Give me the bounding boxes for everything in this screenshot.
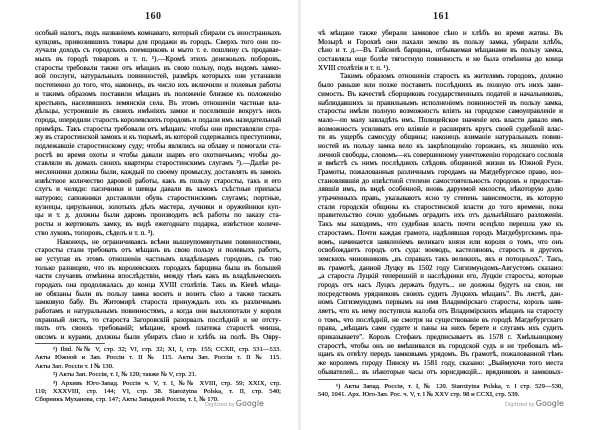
text-line: щанъ къ отвѣту передъ замковымъ урядомъ. Въ грамотѣ, пожалованной тѣмъ [318, 350, 563, 359]
text-line: месленники должны были, каждый по своему промыслу, доставлять въ замокъ [35, 168, 281, 176]
text-line: крестьянъ, населявшихъ земянскія села. Въ этомъ отношеніи частные вла- [35, 98, 281, 107]
footnotes [318, 383, 563, 400]
page-161 [300, 0, 600, 430]
footnote-line: 540, 1041. Арх. Юго-Зап. Рос. ч. V, т. I № XXV стр. 98 и CCXI, стр. 539. [318, 391, 520, 399]
text-line: XVIII столѣтія и т. п. ¹). [318, 63, 390, 72]
text-line: возможность усиливать его вліяніе и расширять кругъ своей судебной влас- [318, 124, 563, 133]
google-watermark: Digitized byGoogle [505, 399, 564, 408]
text-line: росты и жертвовать замку, въ видѣ ежегоднаго подарка, извѣстное количе- [35, 220, 281, 229]
text-line: номъ Сигизмундомъ первымъ на имя Владимірскаго старосты, король заяв- [318, 298, 563, 307]
text-line: „а староста Луцкій теперешній и наслѣдники его, Луцкіе старосты, которые [318, 272, 563, 281]
text-line: старосты имѣли полную возможность вліять на городское самоуправленіе и [318, 107, 563, 116]
page-body-text [35, 29, 281, 342]
text-line: части случаевъ отмѣнена впослѣдствіи, между тѣмъ какъ въ владѣльческихъ [35, 272, 281, 281]
text-line: же королемъ городу Пинску въ 1581 году, сказано: „Выймуючи того места [318, 359, 563, 368]
footnote-divider [35, 343, 105, 344]
text-line: жу въ старостинской замокъ и къ тюрьмѣ, въ которой содержались преступники, [35, 133, 281, 142]
text-line: становлявшія до извѣстной степени самостоятельность городовъ и предостав- [318, 176, 563, 185]
text-line: ти въ ущербъ самосуду общины; наконецъ взиманіе натуральныхъ повин- [318, 133, 563, 142]
text-line: освобождаетъ городъ отъ суда: воеводъ, кастеляновъ, старость и другихъ [318, 246, 563, 255]
footnote-line: Акты Зап. Россіи т. I № 130. [35, 362, 114, 370]
footnote-line: Акты Южной и Зап. Россіи т. II № 115. Акты Зап. Россіи т. II № 115. [35, 354, 281, 362]
text-line: постепенно до того, что, наконецъ, въ число ихъ включили и полевыя работы [35, 81, 281, 90]
text-line: овсомъ и курами, должны были убирать сѣно и хлѣбъ на полѣ. Въ Овру- [35, 333, 281, 342]
text-line: мыхъ въ городѣ товаровъ и т. п. ¹).—Кромѣ этихъ денежныхъ поборовъ, [35, 55, 281, 64]
text-line: города, опередили старость королевскихъ городовъ и подали имъ назидательный [35, 115, 281, 124]
text-line: извѣстное количество даровой работы, какъ въ пользу старосты, такъ и его [35, 176, 281, 185]
text-line: вой послуги, натуральныхъ повинностей, размѣръ которыхъ они устанавли [35, 72, 281, 81]
text-line: вомъ, начинается заявленіемъ великаго князя или короля о томъ, что онъ [318, 237, 563, 246]
text-line: и такимъ образомъ поставили мѣщанъ въ положеніе близкое къ положенію [35, 89, 281, 98]
text-line: составляла еще болѣе тягостную повинность и не была отмѣнена до конца [318, 55, 563, 64]
footnote-line: ²) Акты Зап. Россіи, т. I, № 120; также № V, стр. 21. [53, 371, 197, 379]
text-line: лучали доходъ съ городскихъ поемщиковъ и мыто т. е. пошлину съ продавае- [35, 46, 281, 55]
text-line: ностей въ пользу замка вело къ закрѣпощенію горожанъ, къ лишенію ихъ [318, 141, 563, 150]
text-line: стали городскія общины къ старостинской власти до того времени, пока [318, 202, 563, 211]
text-line: ляетъ, что къ нему поступила жалоба отъ Владимірскихъ мѣщанъ на старосту [318, 307, 563, 315]
text-line: старостѣ, чтобы онъ не вмѣшивался въ городской судъ и не требовалъ мѣ- [318, 341, 563, 350]
text-line: только разницею, что въ королевскихъ городахъ барщина была въ большей [35, 263, 281, 272]
text-line: городахъ она продолжалась до конца XVIII столѣтія. Такъ въ Кіевѣ мѣща- [35, 280, 281, 289]
page-body-text [318, 29, 563, 377]
footnote-line: ¹) Акты Запад. Россіи, т. I, № 120. Starożytna Polska, т. I стр. 529—530, [336, 383, 563, 390]
footnote-divider [318, 379, 388, 380]
text-line: и вмѣстѣ съ нимъ послѣднихъ слѣдовъ общинной жизни въ Южной Руси. [318, 159, 563, 168]
footnote-line: ³) Архивъ Юго-Запад. Россіи ч. V, т. I, №№ XVIII, стр. 59; XXIX, стр. [53, 379, 281, 387]
text-line: о томъ, что послѣдній, не смотря на существованіе въ городѣ Магдебургскаго [318, 315, 563, 324]
text-line: было раньше или позже поставить послѣднихъ въ полную отъ нихъ зави- [318, 81, 563, 90]
page-160 [0, 0, 299, 430]
text-line: приказываете". Король Стефанъ предписываетъ въ 1578 г. Хмѣльницкому [318, 333, 563, 342]
google-watermark: Digitized byGoogle [205, 399, 264, 408]
footnote-line: 110; XXXVIII, стр. 144; VI, стр. 38. Starożytna Polska, т. II, стр. 540; [35, 387, 281, 395]
text-line: посредствомъ урядниковъ своихъ судить Луцкихъ мѣщанъ". Въ листѣ, дан- [318, 289, 563, 298]
text-line: лявшія имъ, въ видѣ особенной, вновь даруемой милости, нѣкоторую долю [318, 185, 563, 194]
text-line: земскихъ чиновниковъ „въ справахъ такъ великихъ, якъ и потоцныхъ". Такъ, [318, 254, 563, 263]
footnotes [35, 346, 281, 405]
text-line: обывателей... въ нѣкоторые часы отъ юрисдикцій... врядниковъ и замковых- [318, 367, 563, 376]
text-line: правительство сочло удобнымъ оградить ихъ отъ дальнѣйшаго разложенія. [318, 211, 563, 220]
text-line: подлежавшіе старостинскому суду; чтобы являлись на облаву и помогали ста- [35, 141, 281, 150]
text-line: слугъ и челяди: пасичники и шевцы давали въ замокъ съѣстные припасы [35, 185, 281, 194]
text-line: ставляли въ домахъ своихъ квартиры старостинскимъ слугамъ ²).—Далѣе ре- [35, 159, 281, 168]
text-line: чѣ мѣщане также убирали замковое сѣно и хлѣбъ во время жатвы. Въ [318, 29, 563, 37]
text-line: ростѣ во время охоты и чтобы давали шарвъ его охотничьимъ; чтобы до- [35, 150, 281, 159]
text-line: не уступая въ этомъ отношеніи частнымъ владѣльцамъ городовъ, съ тою [35, 254, 281, 263]
text-line: Такъ мы находимъ, что судебная власть почти всецѣло перешла уже къ [318, 220, 563, 229]
text-line: ство луковъ, топоровъ, сѣделъ и т. п. ³). [35, 228, 155, 237]
text-line: дѣльцы, устроившіе въ своихъ имѣніяхъ замки и поселившіе вокругъ нихъ [35, 107, 281, 116]
text-line: старосты требовали также отъ мѣщанъ въ свою пользу, подъ видомъ замко- [35, 63, 281, 72]
page-number: 161 [433, 11, 450, 22]
page-number: 160 [145, 11, 162, 22]
text-line: Мозырѣ и Горохвѣ они пахали землю въ пользу замка, убирали хлѣбъ, [318, 37, 563, 46]
text-line: Наконецъ, не ограничиваясь всѣми вышеупомянутыми повинностями, [57, 237, 281, 246]
text-line: въ грамотѣ, данной Луцку въ 1502 году Сигизмундомъ-Августомъ сказано: [318, 263, 563, 272]
text-line: примѣръ. Такъ старосты требовали отъ мѣщанъ: чтобы они приставляли стра- [35, 124, 281, 133]
text-line: особый налогъ, подъ названіемъ комнаваго, который сбирали съ иностранныхъ [35, 29, 281, 37]
footnote-line: ¹) Ibid. №№ V, стр. 32; VI, стр. 32; XI, I, стр. 155; CCXII, стр. 531—533. [53, 346, 281, 353]
text-line: личной свободы, словомъ—къ совершенному уничтоженію городскаго сословія [318, 150, 563, 159]
footnote-line: Сборникъ Муханова, стр. 147; Акты Западной Россіи, т. I, № 170. [35, 396, 219, 404]
text-line: охранный листъ, то староста Загоровскій разорвалъ послѣдній и не отсту- [35, 315, 281, 324]
text-line: старосты стали требовать отъ мѣщанъ въ свою пользу и полевыхъ работъ, [35, 246, 281, 255]
text-line: работамъ и натуральнымъ повинностямъ, а когда они выхлопотали у короля [35, 307, 281, 315]
text-line: купцовъ, привозившихъ товары для продажи въ городъ. Сверхъ того они по- [35, 37, 281, 46]
text-line: натурою; сапожники доставляли обувь старостинскимъ слугамъ; портные, [35, 194, 281, 203]
text-line: кузнецы, цирульники, золотыхъ дѣлъ мастера, лучники и оружейники куп- [35, 202, 281, 211]
text-line: утраченныхъ правъ, указываютъ ясно ту степень зависимости, въ которую [318, 194, 563, 203]
text-line: старостамъ. Почти каждая грамота, надѣлявшая городъ Магдебургскимъ пра- [318, 228, 563, 237]
text-line: цы и т. д. должны были даромъ производить всѣ работы по заказу ста- [35, 211, 281, 220]
text-line: Грамоты, пожалованныя различнымъ городамъ на Магдебургское право, воз- [318, 168, 563, 176]
text-line: сѣно и т. д.—Въ Гайсинѣ барщина, отбываемая мѣщанами въ пользу замка, [318, 46, 563, 55]
text-line: наблюдавшихъ за правильнымъ исполненіемъ повинностей въ пользу замка, [318, 98, 563, 107]
text-line: пилъ отъ своихъ требованій; мѣщане, кромѣ платежа старостѣ чинша, [35, 324, 281, 333]
text-line: не обязаны были въ пользу замка косить и возить сѣно а также таскать [35, 289, 281, 298]
text-line: симость. Въ качествѣ сборщиковъ государственныхъ податей и начальниковъ, [318, 89, 563, 98]
text-line: городъ отъ насъ Луцкъ держать будутъ... не должны будутъ на свои, ни [318, 280, 563, 289]
text-line: мало—по малу завладѣть имъ. Полицейское значеніе ихъ власти давало имъ [318, 115, 563, 124]
text-line: Такимъ образомъ отношенія старость къ жителямъ городовъ, должно [340, 72, 563, 81]
text-line: замковую бабу. Въ Житомирѣ староста принуждалъ ихъ къ различнымъ [35, 298, 281, 307]
text-line: права, „мѣщанъ сами судите и паны на нихъ берете и слугамъ ихъ судить [318, 324, 563, 333]
